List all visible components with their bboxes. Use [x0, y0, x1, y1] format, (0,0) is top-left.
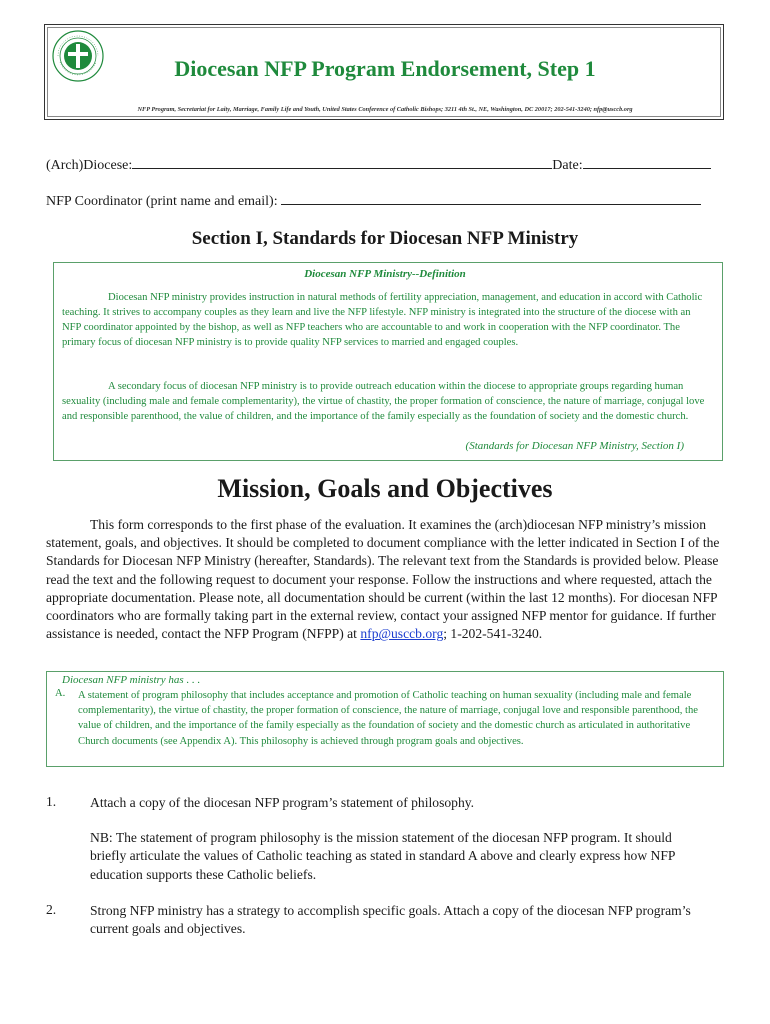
date-field[interactable] [583, 156, 711, 169]
criteria-text: A statement of program philosophy that includes acceptance and promotion of Catholic teaching on human sexuality (including male and female complementarity), the virtue of chastity, the proper formation of conscience, the nature of marriage, conjugal love and responsible parenthood, the value of children, and the importance of the family especially as the foundation of society and the domestic church as articulated in authoritative Church documents (see Appendix A). This philosophy is achieved through program goals and objectives. [78, 690, 699, 747]
diocese-field[interactable] [132, 156, 552, 169]
section-title: Section I, Standards for Diocesan NFP Ministry [191, 228, 579, 249]
header-contact-line: NFP Program, Secretariat for Laity, Marriage, Family Life and Youth, United States Conference of Catholic Bishops; 3211 4th St., NE, Washington, DC 20017; 202-541-3240; nfp@usccb.org [137, 106, 633, 113]
coordinator-line [46, 192, 701, 210]
item-note: NB: The statement of program philosophy is the mission statement of the diocesan NFP program. It should briefly articulate the values of Catholic teaching as stated in standard A above and clearly express how NFP education supports these Catholic beliefs. [90, 830, 675, 882]
definition-citation: (Standards for Diocesan NFP Ministry, Section I) [465, 440, 684, 452]
definition-title: Diocesan NFP Ministry--Definition [304, 268, 466, 280]
mission-paragraph [46, 516, 730, 643]
item-text-2: Strong NFP ministry has a strategy to accomplish specific goals. Attach a copy of the diocesan NFP program’s current goals and objectives. [90, 903, 691, 937]
document-title: Diocesan NFP Program Endorsement, Step 1 [174, 56, 596, 81]
item-text-1: Attach a copy of the diocesan NFP program’s statement of philosophy. [90, 795, 475, 810]
item-number-1: 1. [46, 794, 57, 809]
mission-text: This form corresponds to the first phase of the evaluation. It examines the (arch)diocesan NFP ministry’s mission statement, goals, and objectives. It should be completed to document compliance with the letter indicated in Section I of the Standards for Diocesan NFP Ministry (hereafter, Standards). The relevant text from the Standards is provided below. Please read the text and the following request to document your response. Follow the instructions and where requested, attach the appropriate documentation. Please note, all documentation should be current (within the last 12 months). For diocesan NFP coordinators who are formally taking part in the external review, contact your assigned NFP mentor for guidance. If further assistance is needed, contact the NFP Program (NFPP) at [46, 517, 720, 642]
criteria-letter: A. [55, 688, 66, 699]
mission-title: Mission, Goals and Objectives [217, 474, 553, 503]
diocese-label: (Arch)Diocese: [46, 158, 133, 173]
diocese-date-line [46, 156, 711, 174]
date-label: Date: [552, 158, 583, 173]
coordinator-field[interactable] [281, 192, 701, 205]
nfp-email-link[interactable]: nfp@usccb.org [360, 626, 444, 642]
mission-phone-text: ; 1-202-541-3240. [443, 626, 543, 642]
definition-paragraph-1: Diocesan NFP ministry provides instruction in natural methods of fertility appreciation, management, and education in accord with Catholic teaching. It strives to accompany couples as they learn and live the NFP lifestyle. NFP ministry is integrated into the structure of the diocese with an NFP coordinator appointed by the bishop, as well as NFP teachers who are accountable to and work in cooperation with the NFP coordinator. The primary focus of diocesan NFP ministry is to provide quality NFP services to married and engaged couples. [62, 292, 703, 348]
definition-paragraph-2: A secondary focus of diocesan NFP ministry is to provide outreach education within the diocese to appropriate groups regarding human sexuality (including male and female complementarity), the virtue of chastity, the proper formation of conscience, the nature of marriage, conjugal love and responsible parenthood, the value of children, and the importance of the family especially as the foundation of society and the domestic church. [62, 381, 705, 422]
coordinator-label: NFP Coordinator (print name and email): [46, 194, 278, 209]
criteria-heading: Diocesan NFP ministry has . . . [62, 674, 201, 686]
item-number-2: 2. [46, 902, 57, 917]
